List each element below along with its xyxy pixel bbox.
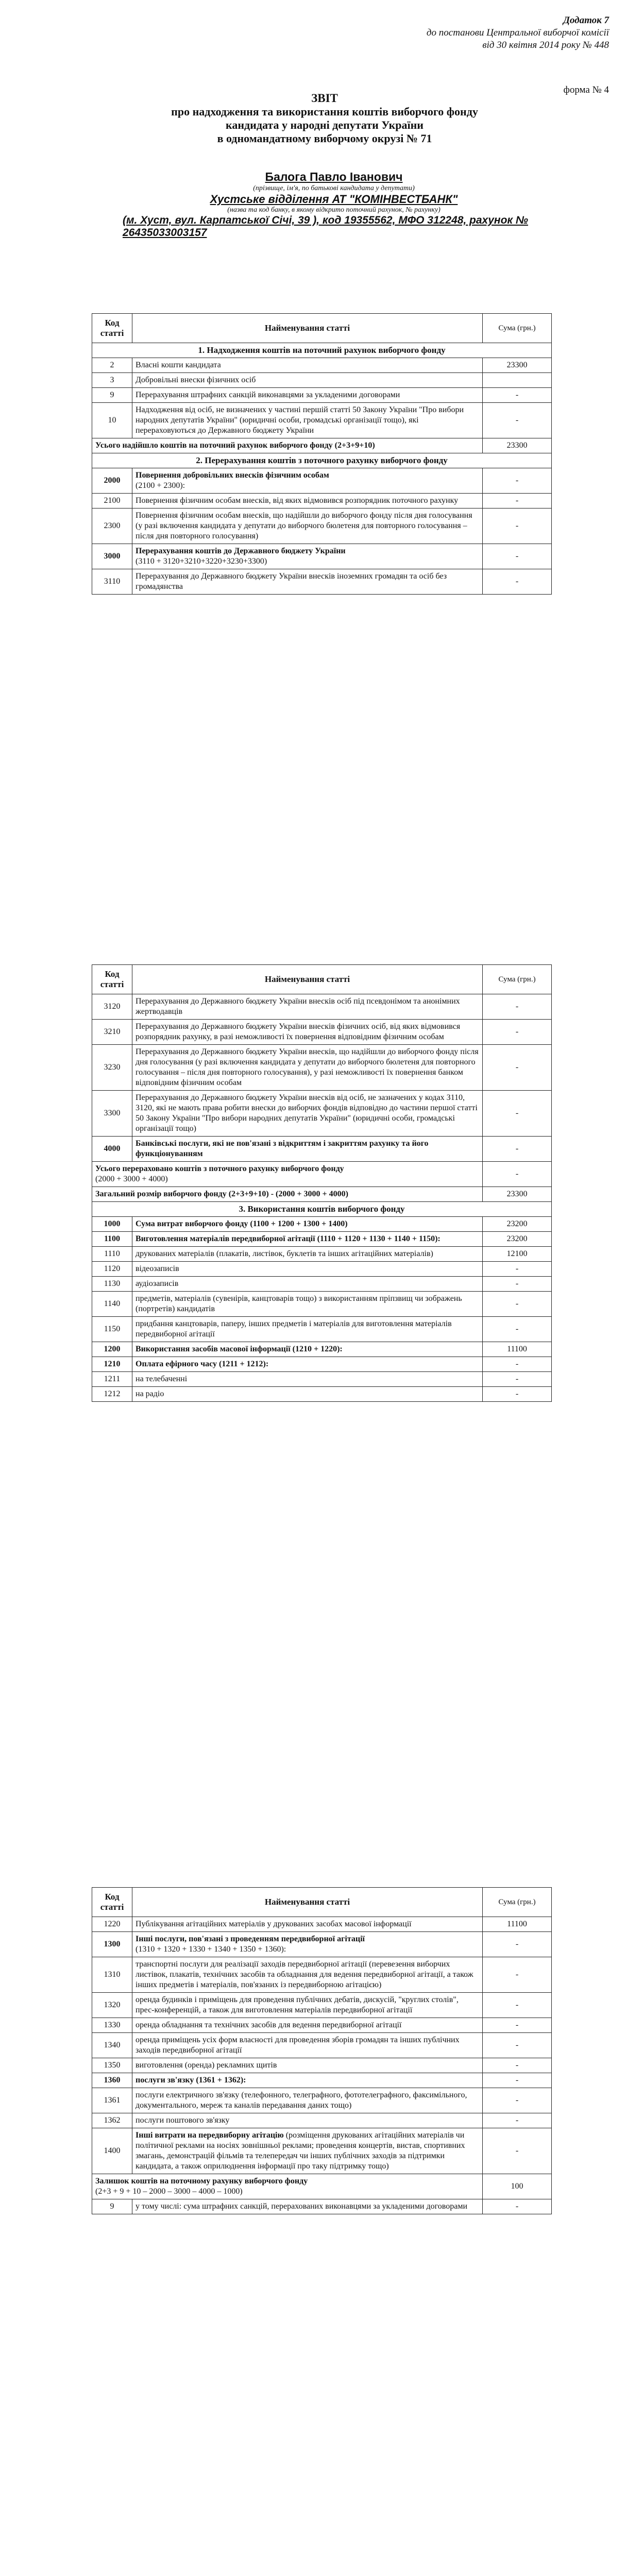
article-name-text: послуги електричного зв'язку (телефонного, телеграфного, фототелеграфного, факсимільного, документального, мереж та каналів передавання даних тощо): [136, 2091, 467, 2110]
amount-cell: -: [483, 1357, 552, 1372]
article-name-text: на телебаченні: [136, 1375, 188, 1383]
article-code: 1200: [92, 1342, 132, 1357]
article-code: 1400: [92, 2128, 132, 2174]
article-name-text: Публікування агітаційних матеріалів у друкованих засобах масової інформації: [136, 1920, 412, 1928]
table-row: [92, 2128, 552, 2174]
amount-cell: [483, 373, 552, 388]
amount-cell: -: [483, 1045, 552, 1091]
table-row: [92, 1292, 552, 1317]
article-name-text: Банківські послуги, які не пов'язані з відкриттям і закриттям рахунку та його функціонуванням: [136, 1139, 429, 1158]
article-name-text: оренда приміщень усіх форм власності для проведення зборів громадян та інших публічних заходів передвиборної агітації: [136, 2036, 460, 2055]
article-name-text: Перерахування до Державного бюджету України внесків осіб під псевдонімом та анонімних жертводавців: [136, 997, 460, 1016]
total-formula: (2+3 + 9 + 10 – 2000 – 3000 – 4000 – 1000): [95, 2187, 243, 2196]
appendix-line: Додаток 7: [563, 15, 609, 26]
amount-cell: -: [483, 1372, 552, 1387]
article-name-text: Інші послуги, пов'язані з проведенням передвиборної агітації: [136, 1935, 365, 1943]
article-code: 9: [92, 2199, 132, 2214]
article-formula: (1310 + 1320 + 1330 + 1340 + 1350 + 1360):: [136, 1945, 286, 1954]
table-row: [92, 343, 552, 358]
article-name: [132, 1277, 483, 1292]
amount-cell: -: [483, 1262, 552, 1277]
report-subtitle: в одномандатному виборчому окрузі № 71: [217, 132, 432, 145]
article-name-text: Оплата ефірного часу (1211 + 1212):: [136, 1360, 269, 1368]
bank-caption: (назва та код банку, в якому відкрито поточний рахунок, № рахунку): [227, 206, 441, 214]
article-name: [132, 1292, 483, 1317]
article-code: 1150: [92, 1317, 132, 1342]
section-heading: 3. Використання коштів виборчого фонду: [92, 1202, 552, 1217]
article-code: 1100: [92, 1232, 132, 1247]
article-name: [132, 2018, 483, 2033]
article-formula: (3110 + 3120+3210+3220+3230+3300): [136, 557, 267, 566]
article-name: [132, 468, 483, 494]
article-name-text: у тому числі: сума штрафних санкцій, перерахованих виконавцями за укладеними договорами: [136, 2202, 467, 2211]
amount-cell: 23200: [483, 1232, 552, 1247]
table-row: [92, 1277, 552, 1292]
article-name: [132, 1342, 483, 1357]
article-code: 3300: [92, 1091, 132, 1137]
article-name-text: на радіо: [136, 1389, 164, 1398]
table-row: [92, 1162, 552, 1187]
article-code: 4000: [92, 1137, 132, 1162]
amount-cell: -: [483, 1162, 552, 1187]
table-row: [92, 1917, 552, 1932]
article-name-text: Перерахування до Державного бюджету України внесків фізичних осіб, від яких відмовився розпорядник рахунку, в разі неможливості їх повернення відповідним фізичним особам: [136, 1022, 461, 1041]
table-row: [92, 1932, 552, 1957]
header-code: Код статті: [92, 965, 132, 994]
article-name: [132, 1317, 483, 1342]
appendix-line: до постанови Центральної виборчої комісії: [426, 27, 609, 38]
article-name: [132, 994, 483, 1020]
article-name-text: послуги поштового зв'язку: [136, 2116, 230, 2125]
amount-cell: -: [483, 388, 552, 403]
article-name-text: Сума витрат виборчого фонду (1100 + 1200 + 1300 + 1400): [136, 1219, 348, 1228]
article-name-text: Використання засобів масової інформації (1210 + 1220):: [136, 1345, 343, 1353]
article-name-text: транспортні послуги для реалізації заходів передвиборної агітації (перевезення виборчих листівок, плакатів, технічних засобів та обладнання для ведення передвиборної агітації, а також інших предметів і матеріалів, пов'язаних із передвиборною агітацією): [136, 1960, 473, 1989]
article-code: 1320: [92, 1993, 132, 2018]
table-row: [92, 2174, 552, 2199]
table-row: [92, 453, 552, 468]
article-name: [132, 1137, 483, 1162]
table-header-row: [92, 965, 552, 994]
header-name: Найменування статті: [132, 314, 483, 343]
appendix-line: від 30 квітня 2014 року № 448: [482, 40, 609, 50]
total-text: Залишок коштів на поточному рахунку виборчого фонду: [95, 2177, 308, 2185]
article-name-text: Повернення фізичним особам внесків, від яких відмовився розпорядник поточного рахунку: [136, 496, 459, 505]
table-row: [92, 1372, 552, 1387]
article-name: [132, 2073, 483, 2088]
amount-cell: -: [483, 1091, 552, 1137]
section-heading: 2. Перерахування коштів з поточного рахунку виборчого фонду: [92, 453, 552, 468]
table-row: [92, 1187, 552, 1202]
amount-cell: -: [483, 403, 552, 438]
table-row: [92, 468, 552, 494]
table-row: [92, 569, 552, 595]
article-code: 2300: [92, 509, 132, 544]
header-sum: Сума (грн.): [483, 965, 552, 994]
article-name-text: Повернення добровільних внесків фізичним особам: [136, 471, 329, 480]
amount-cell: -: [483, 2033, 552, 2058]
article-name-text: Перерахування до Державного бюджету України внесків від осіб, не зазначених у кодах 3110, 3120, які не мають права робити внески до виборчих фондів відповідно до частини першої статті 50 Закону України "Про вибори народних депутатів України" (юридичні особи, громадські організації тощо): [136, 1093, 478, 1133]
table-row: [92, 509, 552, 544]
article-name: [132, 1045, 483, 1091]
article-name-text: Виготовлення матеріалів передвиборної агітації (1110 + 1120 + 1130 + 1140 + 1150):: [136, 1234, 441, 1243]
table-row: [92, 544, 552, 569]
amount-cell: -: [483, 494, 552, 509]
article-name-text: Перерахування штрафних санкцій виконавцями за укладеними договорами: [136, 391, 400, 399]
table-row: [92, 2033, 552, 2058]
table-row: [92, 1045, 552, 1091]
article-code: 1360: [92, 2073, 132, 2088]
article-code: 1140: [92, 1292, 132, 1317]
article-code: 1362: [92, 2113, 132, 2128]
table-row: [92, 2199, 552, 2214]
article-name: [132, 388, 483, 403]
table-row: [92, 2073, 552, 2088]
amount-cell: -: [483, 2199, 552, 2214]
article-code: 3210: [92, 1020, 132, 1045]
table-row: [92, 1217, 552, 1232]
appendix-note: [427, 14, 609, 52]
article-code: 1130: [92, 1277, 132, 1292]
article-name: [132, 494, 483, 509]
candidate-name: Балога Павло Іванович: [265, 170, 403, 183]
form-number: форма № 4: [563, 84, 609, 95]
table-row: [92, 1317, 552, 1342]
article-code: 1120: [92, 1262, 132, 1277]
bank-address: (м. Хуст, вул. Карпатської Січі, 39 ), код 19355562, МФО 312248, рахунок № 26435033003157: [123, 214, 528, 239]
article-code: 2100: [92, 494, 132, 509]
total-formula: (2000 + 3000 + 4000): [95, 1175, 168, 1183]
table-row: [92, 403, 552, 438]
article-code: 3110: [92, 569, 132, 595]
amount-cell: -: [483, 2058, 552, 2073]
article-name-bold: Інші витрати на передвиборну агітацію: [136, 2131, 284, 2140]
article-name: [132, 2128, 483, 2174]
report-table-page-3: [92, 1887, 552, 2214]
article-name-text: (розміщення друкованих агітаційних матеріалів чи політичної реклами на носіях зовнішньої реклами; проведення концертів, вистав, спортивних змагань, демонстрацій фільмів та телепередач чи інших публічних заходів за підтримки кандидата, а також оприлюднення інформації про таку підтримку тощо): [136, 2131, 465, 2171]
article-name: [132, 544, 483, 569]
header-name: Найменування статті: [132, 965, 483, 994]
article-code: 3000: [92, 544, 132, 569]
table-row: [92, 2058, 552, 2073]
table-row: [92, 1232, 552, 1247]
table-row: [92, 1357, 552, 1372]
article-name-text: Повернення фізичним особам внесків, що надійшли до виборчого фонду після дня голосування (у разі включення кандидата у депутати до виборчого бюлетеня для повторного голосування – після дня повторного голосування): [136, 511, 472, 540]
table-row: [92, 1020, 552, 1045]
report-subtitle: про надходження та використання коштів виборчого фонду: [171, 105, 478, 118]
section-heading: 1. Надходження коштів на поточний рахунок виборчого фонду: [92, 343, 552, 358]
article-code: 2: [92, 358, 132, 373]
amount-cell: 100: [483, 2174, 552, 2199]
article-name-text: Перерахування до Державного бюджету України внесків іноземних громадян та осіб без громадянства: [136, 572, 447, 591]
total-label: [92, 438, 483, 453]
table-row: [92, 373, 552, 388]
table-row: [92, 358, 552, 373]
article-code: 1211: [92, 1372, 132, 1387]
candidate-caption: (прізвище, ім'я, по батькові кандидата у депутати): [253, 184, 415, 192]
article-name: [132, 403, 483, 438]
amount-cell: 23200: [483, 1217, 552, 1232]
table-row: [92, 1247, 552, 1262]
amount-cell: -: [483, 1993, 552, 2018]
article-name-text: відеозаписів: [136, 1264, 179, 1273]
table-row: [92, 2018, 552, 2033]
amount-cell: 12100: [483, 1247, 552, 1262]
article-code: 10: [92, 403, 132, 438]
table-row: [92, 1342, 552, 1357]
article-name-text: Добровільні внески фізичних осіб: [136, 376, 256, 384]
amount-cell: -: [483, 1387, 552, 1402]
article-name: [132, 1217, 483, 1232]
article-code: 2000: [92, 468, 132, 494]
article-code: 9: [92, 388, 132, 403]
table-row: [92, 2113, 552, 2128]
amount-cell: 11100: [483, 1342, 552, 1357]
header-name: Найменування статті: [132, 1888, 483, 1917]
amount-cell: -: [483, 2088, 552, 2113]
table-row: [92, 1091, 552, 1137]
article-name-text: предметів, матеріалів (сувенірів, канцтоварів тощо) з використанням пріпзвищ чи зображень (портретів) кандидатів: [136, 1294, 462, 1313]
header-code: Код статті: [92, 1888, 132, 1917]
article-code: 1210: [92, 1357, 132, 1372]
article-name: [132, 1091, 483, 1137]
candidate-block: [123, 170, 545, 239]
amount-cell: -: [483, 1292, 552, 1317]
article-name-text: Власні кошти кандидата: [136, 361, 221, 369]
amount-cell: -: [483, 544, 552, 569]
article-name: [132, 2088, 483, 2113]
article-name: [132, 1387, 483, 1402]
article-name-text: придбання канцтоварів, паперу, інших предметів і матеріалів для виготовлення матеріалів передвиборної агітації: [136, 1319, 452, 1338]
article-name: [132, 2199, 483, 2214]
bank-name: Хустське відділення АТ "КОМІНВЕСТБАНК": [210, 193, 458, 206]
report-subtitle: кандидата у народні депутати України: [226, 118, 424, 131]
amount-cell: -: [483, 1277, 552, 1292]
article-code: 1330: [92, 2018, 132, 2033]
amount-cell: -: [483, 2018, 552, 2033]
report-table-page-1: [92, 313, 552, 595]
total-label: [92, 1162, 483, 1187]
total-text: Усього перераховано коштів з поточного рахунку виборчого фонду: [95, 1164, 344, 1173]
amount-cell: 23300: [483, 358, 552, 373]
amount-cell: -: [483, 1932, 552, 1957]
total-label: [92, 2174, 483, 2199]
article-name: [132, 1372, 483, 1387]
table-row: [92, 438, 552, 453]
table-header-row: [92, 1888, 552, 1917]
table-row: [92, 388, 552, 403]
report-table-page-2: [92, 964, 552, 1402]
article-name: [132, 1917, 483, 1932]
article-code: 1350: [92, 2058, 132, 2073]
article-name-text: послуги зв'язку (1361 + 1362):: [136, 2076, 246, 2084]
amount-cell: -: [483, 2128, 552, 2174]
amount-cell: -: [483, 1317, 552, 1342]
article-name: [132, 373, 483, 388]
amount-cell: -: [483, 2113, 552, 2128]
amount-cell: -: [483, 1137, 552, 1162]
article-name: [132, 1957, 483, 1993]
article-name: [132, 1357, 483, 1372]
article-formula: (2100 + 2300):: [136, 481, 185, 490]
total-text: Загальний розмір виборчого фонду (2+3+9+10) - (2000 + 3000 + 4000): [95, 1190, 348, 1198]
total-label: [92, 1187, 483, 1202]
article-code: 1110: [92, 1247, 132, 1262]
total-text: Усього надійшло коштів на поточний рахунок виборчого фонду (2+3+9+10): [95, 441, 375, 450]
article-code: 1361: [92, 2088, 132, 2113]
amount-cell: 23300: [483, 1187, 552, 1202]
report-title-block: [103, 92, 546, 145]
article-name: [132, 1247, 483, 1262]
article-name-text: Перерахування до Державного бюджету України внесків, що надійшли до виборчого фонду після дня голосування (у разі включення кандидата у депутати до виборчого бюлетеня для повторного голосування – після дня повторного голосування), у разі неможливості їх повернення банком відповідним фізичним особам: [136, 1047, 479, 1087]
amount-cell: -: [483, 2073, 552, 2088]
article-code: 3: [92, 373, 132, 388]
article-code: 1000: [92, 1217, 132, 1232]
article-name: [132, 1262, 483, 1277]
amount-cell: -: [483, 1020, 552, 1045]
article-name-text: оренда будинків і приміщень для проведення публічних дебатів, дискусій, "круглих столів", прес-конференцій, а також для виготовлення матеріалів передвиборної агітації: [136, 1995, 459, 2014]
article-name: [132, 569, 483, 595]
article-code: 1220: [92, 1917, 132, 1932]
article-name: [132, 1993, 483, 2018]
table-row: [92, 1993, 552, 2018]
table-row: [92, 994, 552, 1020]
article-code: 1212: [92, 1387, 132, 1402]
amount-cell: -: [483, 509, 552, 544]
article-name-text: друкованих матеріалів (плакатів, листівок, буклетів та інших агітаційних матеріалів): [136, 1249, 433, 1258]
header-code: Код статті: [92, 314, 132, 343]
article-name-text: Надходження від осіб, не визначених у частині першій статті 50 Закону України "Про вибори народних депутатів України" (юридичні особи, громадські організації тощо), які перераховуються до Державного бюджету України: [136, 405, 464, 435]
table-row: [92, 1137, 552, 1162]
table-row: [92, 494, 552, 509]
article-name: [132, 1020, 483, 1045]
article-code: 3230: [92, 1045, 132, 1091]
amount-cell: 23300: [483, 438, 552, 453]
report-title: ЗВІТ: [311, 92, 338, 105]
amount-cell: -: [483, 468, 552, 494]
article-name: [132, 2033, 483, 2058]
header-sum: Сума (грн.): [483, 1888, 552, 1917]
table-row: [92, 1202, 552, 1217]
article-name: [132, 2113, 483, 2128]
table-row: [92, 1957, 552, 1993]
article-name-text: виготовлення (оренда) рекламних щитів: [136, 2061, 277, 2070]
amount-cell: 11100: [483, 1917, 552, 1932]
article-name: [132, 358, 483, 373]
amount-cell: -: [483, 994, 552, 1020]
article-name: [132, 1932, 483, 1957]
article-code: 3120: [92, 994, 132, 1020]
header-sum: Сума (грн.): [483, 314, 552, 343]
article-name: [132, 509, 483, 544]
table-row: [92, 1262, 552, 1277]
article-code: 1340: [92, 2033, 132, 2058]
table-row: [92, 2088, 552, 2113]
amount-cell: -: [483, 1957, 552, 1993]
table-header-row: [92, 314, 552, 343]
article-name: [132, 1232, 483, 1247]
article-name-text: Перерахування коштів до Державного бюджету України: [136, 547, 346, 555]
amount-cell: -: [483, 569, 552, 595]
article-name: [132, 2058, 483, 2073]
table-row: [92, 1387, 552, 1402]
article-name-text: аудіозаписів: [136, 1279, 179, 1288]
article-code: 1300: [92, 1932, 132, 1957]
article-name-text: оренда обладнання та технічних засобів для ведення передвиборної агітації: [136, 2021, 402, 2029]
article-code: 1310: [92, 1957, 132, 1993]
